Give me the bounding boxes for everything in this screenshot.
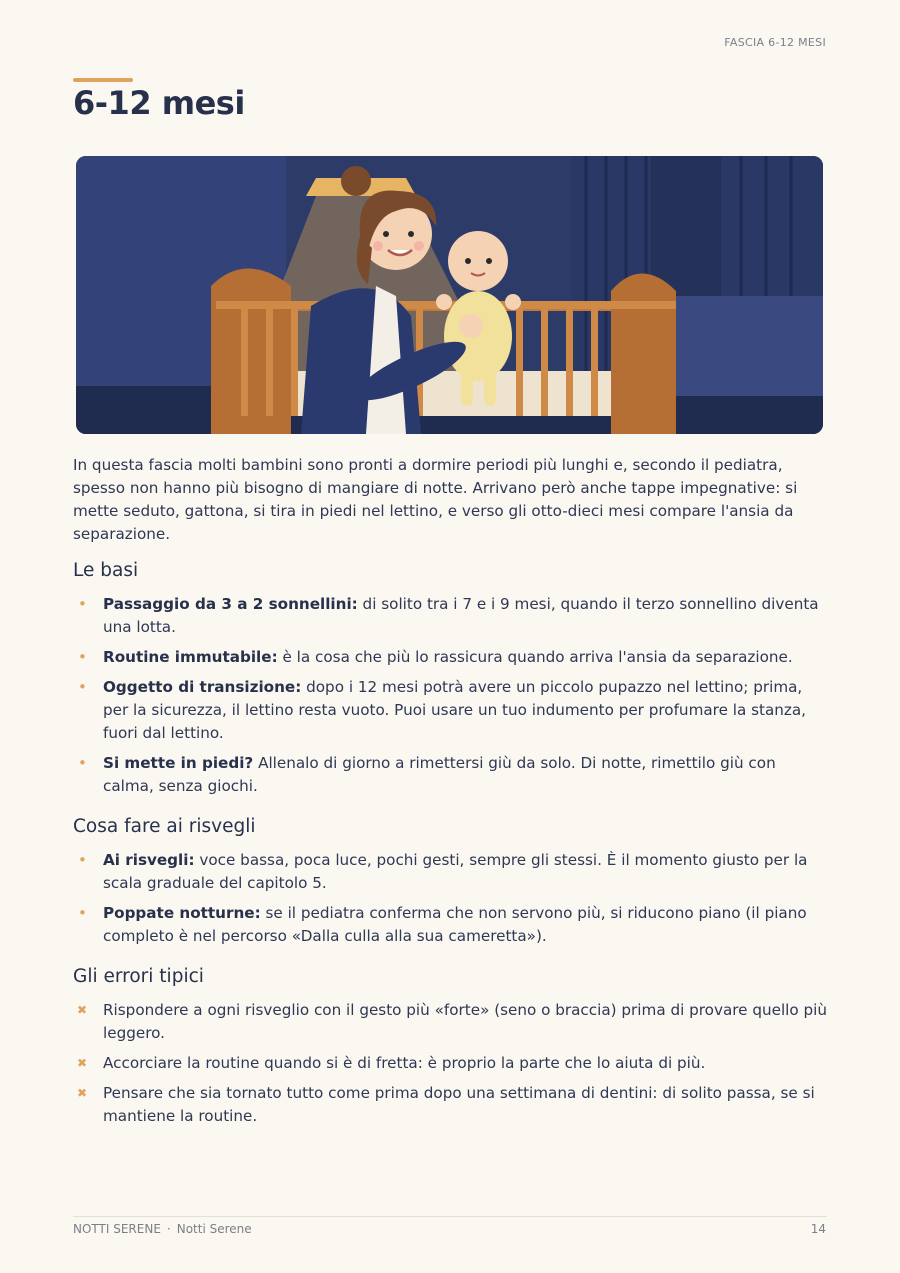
list-item [73,849,828,895]
basics-list [73,593,828,798]
bullet-icon: • [78,648,87,666]
section-heading-mistakes: Gli errori tipici [73,966,204,987]
item-label: Si mette in piedi? [103,754,254,772]
list-item [73,1082,828,1128]
item-text: Rispondere a ogni risveglio con il gesto più «forte» (seno o braccia) prima di provare quello più leggero. [103,1001,828,1042]
page-number: 14 [810,1222,826,1236]
footer-divider [73,1216,827,1217]
item-label: Poppate notturne: [103,904,261,922]
item-label: Ai risvegli: [103,851,195,869]
footer-title: Notti Serene [176,1222,252,1236]
item-label: Routine immutabile: [103,648,278,666]
item-text: voce bassa, poca luce, pochi gesti, sempre gli stessi. È il momento giusto per la scala graduale del capitolo 5. [103,851,808,892]
section-heading-wakings: Cosa fare ai risvegli [73,816,256,837]
cross-icon: ✖ [77,1056,88,1070]
item-label: Oggetto di transizione: [103,678,302,696]
list-item [73,1052,828,1075]
list-item [73,593,828,639]
item-text: Pensare che sia tornato tutto come prima dopo una settimana di dentini: di solito passa, se si mantiene la routine. [103,1084,815,1125]
bullet-icon: • [78,678,87,696]
mistakes-list [73,999,828,1128]
wakings-list [73,849,828,948]
cross-icon: ✖ [77,1003,88,1017]
page-title: 6-12 mesi [73,84,245,122]
item-text: è la cosa che più lo rassicura quando arriva l'ansia da separazione. [277,648,793,666]
list-item [73,752,828,798]
list-item [73,676,828,745]
bullet-icon: • [78,851,87,869]
bullet-icon: • [78,595,87,613]
footer-separator: · [166,1222,171,1236]
item-text: di solito tra i 7 e i 9 mesi, quando il terzo sonnellino diventa una lotta. [103,595,819,636]
list-item [73,999,828,1045]
hero-illustration [76,156,823,434]
mother-baby-crib-illustration [76,156,823,434]
intro-paragraph: In questa fascia molti bambini sono pronti a dormire periodi più lunghi e, secondo il pediatra, spesso non hanno più bisogno di mangiare di notte. Arrivano però anche tappe impegnative: si mette seduto, gattona, si tira in piedi nel lettino, e verso gli otto-dieci mesi compare l'ansia da separazione. [73,456,798,543]
footer-left [73,1222,252,1236]
item-text: dopo i 12 mesi potrà avere un piccolo pupazzo nel lettino; prima, per la sicurezza, il lettino resta vuoto. Puoi usare un tuo indumento per profumare la stanza, fuori dal lettino. [103,678,807,742]
page-content [73,454,828,1135]
cross-icon: ✖ [77,1086,88,1100]
title-accent-bar [73,78,133,82]
item-text: Accorciare la routine quando si è di fretta: è proprio la parte che lo aiuta di più. [103,1054,706,1072]
item-text: se il pediatra conferma che non servono più, si riducono piano (il piano completo è nel percorso «Dalla culla alla sua cameretta»). [103,904,807,945]
item-label: Passaggio da 3 a 2 sonnellini: [103,595,358,613]
footer-brand: NOTTI SERENE [73,1222,161,1236]
bullet-icon: • [78,904,87,922]
list-item [73,646,828,669]
section-heading-basics: Le basi [73,560,139,581]
running-header: FASCIA 6-12 MESI [724,36,826,49]
bullet-icon: • [78,754,87,772]
item-text: Allenalo di giorno a rimettersi giù da solo. Di notte, rimettilo giù con calma, senza giochi. [103,754,776,795]
list-item [73,902,828,948]
